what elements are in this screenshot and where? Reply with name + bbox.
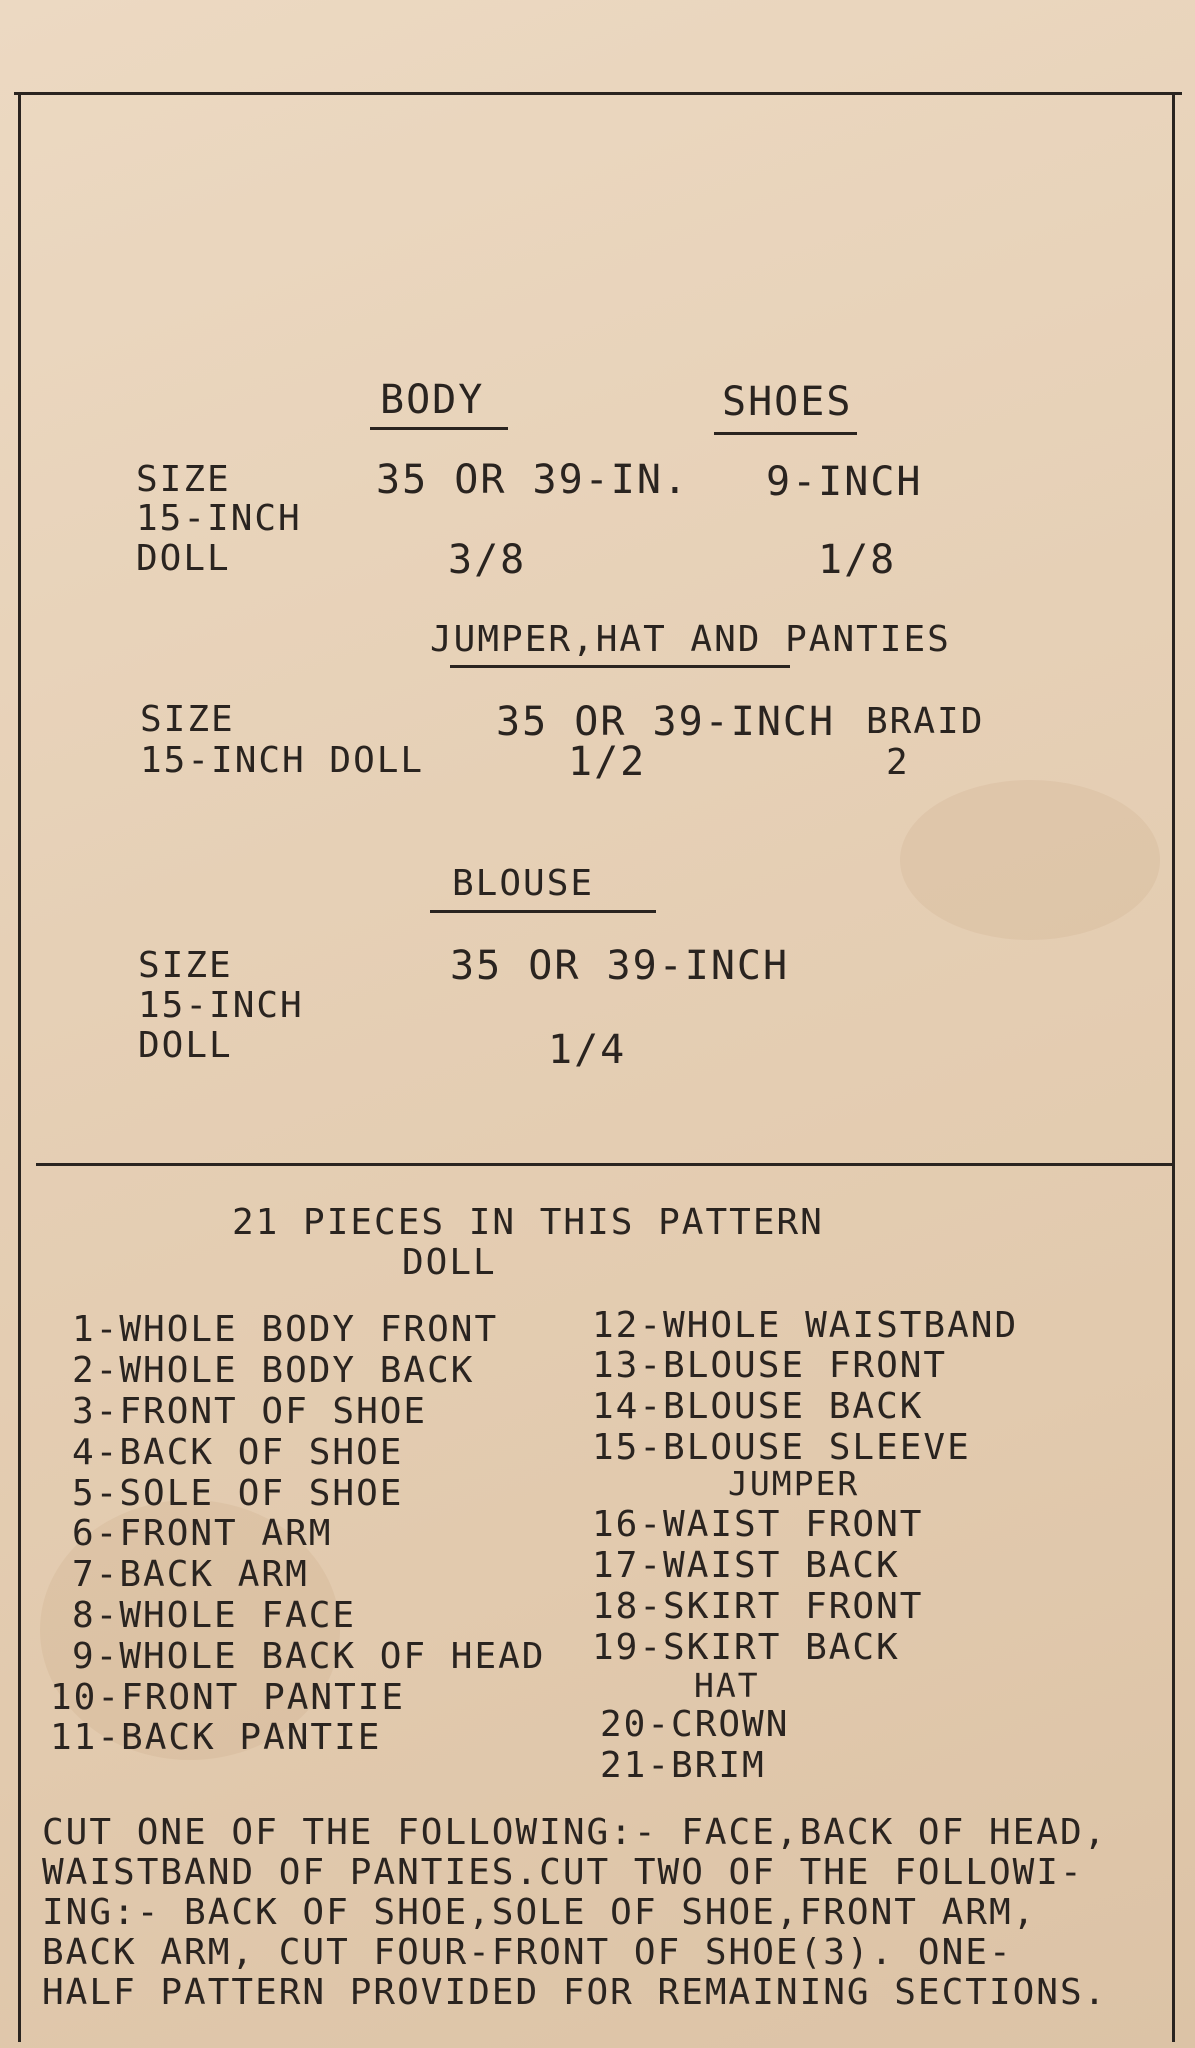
heading-blouse: BLOUSE (452, 863, 595, 904)
pieces-title: 21 PIECES IN THIS PATTERN (232, 1202, 824, 1243)
list-item: 20-CROWN (600, 1704, 790, 1745)
list-item: 16-WAIST FRONT (592, 1504, 924, 1545)
blouse-yardage: 1/4 (548, 1027, 627, 1073)
paper-stain (900, 780, 1160, 940)
frame-right-border (1172, 92, 1175, 2042)
size-label: DOLL (136, 538, 231, 579)
list-category: JUMPER (728, 1464, 860, 1503)
list-item: 21-BRIM (600, 1745, 766, 1786)
list-item: 8-WHOLE FACE (72, 1595, 357, 1636)
size-label: 15-INCH (136, 498, 302, 539)
list-item: 4-BACK OF SHOE (72, 1432, 404, 1473)
instruction-line: HALF PATTERN PROVIDED FOR REMAINING SECTIONS. (42, 1972, 1108, 2013)
braid-value: 2 (886, 742, 910, 783)
heading-underline (430, 910, 656, 913)
heading-jumper: JUMPER,HAT AND PANTIES (430, 619, 951, 660)
size-label: SIZE (140, 699, 235, 740)
heading-shoes: SHOES (722, 379, 853, 425)
instruction-line: CUT ONE OF THE FOLLOWING:- FACE,BACK OF HEAD, (42, 1812, 1108, 1853)
list-item: 5-SOLE OF SHOE (72, 1473, 404, 1514)
pieces-subtitle: DOLL (402, 1242, 497, 1283)
blouse-width: 35 OR 39-INCH (450, 943, 790, 989)
heading-underline (714, 432, 857, 435)
section-divider (36, 1163, 1174, 1166)
frame-left-border (18, 92, 21, 2042)
list-item: 13-BLOUSE FRONT (592, 1345, 948, 1386)
list-item: 19-SKIRT BACK (592, 1627, 900, 1668)
size-label: SIZE (136, 459, 231, 500)
list-item: 14-BLOUSE BACK (592, 1386, 924, 1427)
list-item: 11-BACK PANTIE (50, 1717, 382, 1758)
instruction-line: ING:- BACK OF SHOE,SOLE OF SHOE,FRONT ARM, (42, 1892, 1037, 1933)
size-label: 15-INCH DOLL (140, 740, 425, 781)
jumper-width: 35 OR 39-INCH (496, 699, 836, 745)
list-item: 2-WHOLE BODY BACK (72, 1350, 475, 1391)
list-item: 3-FRONT OF SHOE (72, 1391, 428, 1432)
size-label: SIZE (138, 945, 233, 986)
instruction-line: WAISTBAND OF PANTIES.CUT TWO OF THE FOLLOWI- (42, 1852, 1084, 1893)
list-item: 6-FRONT ARM (72, 1513, 333, 1554)
frame-top-border (14, 92, 1182, 95)
size-label: DOLL (138, 1025, 233, 1066)
heading-underline (370, 427, 508, 430)
heading-underline (450, 665, 790, 668)
heading-body: BODY (380, 377, 485, 423)
list-item: 17-WAIST BACK (592, 1545, 900, 1586)
size-label: 15-INCH (138, 985, 304, 1026)
list-item: 10-FRONT PANTIE (50, 1677, 406, 1718)
jumper-yardage: 1/2 (568, 739, 647, 785)
list-item: 18-SKIRT FRONT (592, 1586, 924, 1627)
body-yardage: 3/8 (448, 537, 527, 583)
body-width: 35 OR 39-IN. (376, 457, 689, 503)
shoes-yardage: 1/8 (818, 537, 897, 583)
shoes-width: 9-INCH (766, 459, 923, 505)
list-item: 7-BACK ARM (72, 1554, 309, 1595)
instruction-line: BACK ARM, CUT FOUR-FRONT OF SHOE(3). ONE- (42, 1932, 1013, 1973)
list-category: HAT (694, 1666, 760, 1705)
list-item: 1-WHOLE BODY FRONT (72, 1309, 499, 1350)
list-item: 15-BLOUSE SLEEVE (592, 1427, 971, 1468)
list-item: 9-WHOLE BACK OF HEAD (72, 1636, 546, 1677)
braid-label: BRAID (866, 701, 985, 742)
list-item: 12-WHOLE WAISTBAND (592, 1305, 1019, 1346)
